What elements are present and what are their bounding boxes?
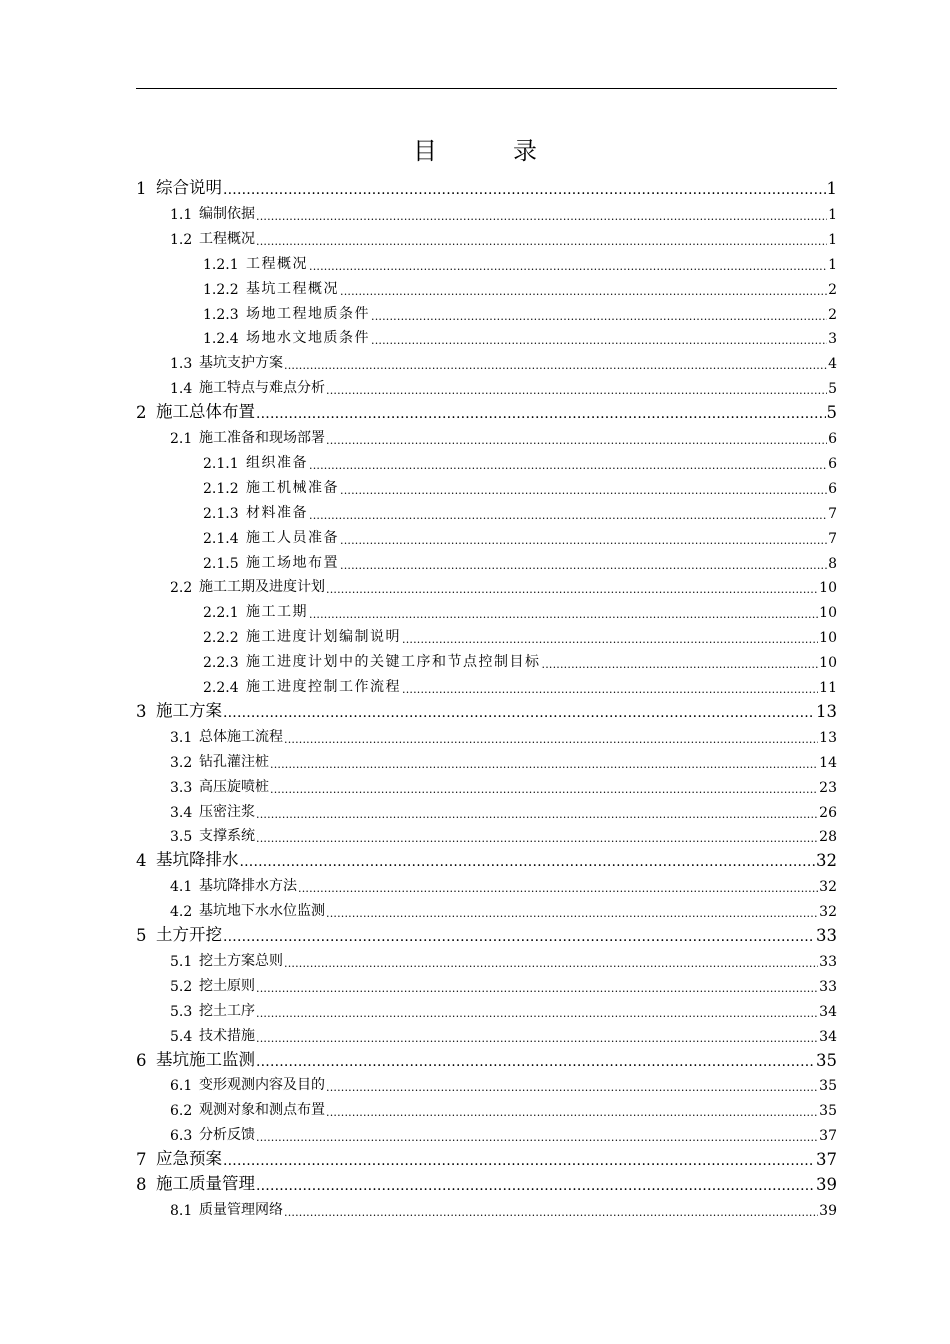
toc-entry-page: 2: [828, 306, 837, 323]
toc-entry[interactable]: [136, 697, 837, 721]
toc-leader-dots: [256, 1007, 818, 1020]
toc-leader-dots: [326, 583, 818, 596]
toc-entry-text: 高压旋喷桩: [199, 778, 269, 795]
toc-entry-text: 基坑工程概况: [246, 280, 339, 297]
toc-entry-page: 11: [819, 680, 837, 696]
toc-entry-page: 1: [828, 256, 837, 273]
toc-leader-dots: [309, 608, 818, 621]
toc-entry[interactable]: [203, 548, 837, 572]
toc-entry-page: 14: [819, 754, 837, 771]
toc-entry[interactable]: [170, 224, 837, 248]
toc-entry-number: 1: [136, 179, 147, 198]
toc-entry-text: 编制依据: [199, 205, 255, 222]
toc-entry[interactable]: [136, 1170, 837, 1194]
toc-entry-page: 6: [828, 431, 837, 447]
toc-entry-page: 34: [819, 1003, 837, 1020]
toc-entry-number: 7: [136, 1150, 147, 1170]
toc-entry[interactable]: [170, 1095, 837, 1119]
toc-entry-number: 2.1.3: [203, 505, 239, 522]
toc-entry-text: 土方开挖: [156, 925, 222, 944]
toc-entry-number: 5.3: [170, 1003, 193, 1020]
toc-entry-page: 10: [819, 605, 837, 622]
toc-entry-text: 变形观测内容及目的: [199, 1077, 325, 1094]
toc-entry[interactable]: [203, 323, 837, 347]
toc-entry[interactable]: [170, 572, 837, 596]
toc-entry-text: 施工准备和现场部署: [199, 430, 325, 446]
toc-entry-text: 挖土工序: [199, 1002, 255, 1019]
toc-entry-page: 1: [828, 206, 837, 223]
toc-entry[interactable]: [203, 597, 837, 621]
toc-title: 目 录: [413, 137, 563, 165]
toc-entry-text: 挖土方案总则: [199, 952, 283, 969]
toc-entry-number: 1.1: [170, 206, 193, 223]
toc-entry-text: 施工人员准备: [246, 529, 339, 546]
toc-entry-text: 压密注浆: [199, 803, 255, 820]
toc-entry[interactable]: [170, 821, 837, 845]
toc-entry-number: 5: [136, 926, 147, 945]
toc-entry-number: 8.1: [170, 1202, 193, 1219]
toc-entry-page: 7: [828, 505, 837, 522]
toc-entry-text: 观测对象和测点布置: [199, 1102, 325, 1119]
toc-entry-number: 2.1.2: [203, 480, 239, 497]
toc-entry-page: 35: [819, 1103, 837, 1120]
toc-leader-dots: [402, 633, 818, 646]
toc-entry-number: 3: [136, 701, 147, 721]
toc-entry-number: 1.3: [170, 356, 193, 373]
toc-entry[interactable]: [203, 622, 837, 646]
toc-entry-text: 综合说明: [156, 178, 222, 197]
toc-entry-text: 技术措施: [199, 1027, 255, 1044]
toc-entry[interactable]: [203, 647, 837, 671]
toc-entry-number: 5.2: [170, 978, 193, 995]
toc-entry[interactable]: [170, 1120, 837, 1144]
toc-leader-dots: [270, 758, 818, 771]
toc-entry-text: 基坑降排水方法: [199, 878, 297, 895]
toc-entry-text: 场地工程地质条件: [246, 305, 370, 322]
toc-entry-number: 1.4: [170, 381, 193, 398]
toc-entry[interactable]: [170, 996, 837, 1020]
toc-leader-dots: [256, 832, 818, 845]
toc-entry[interactable]: [170, 348, 837, 372]
toc-entry-page: 26: [819, 804, 837, 821]
toc-entry-text: 材料准备: [246, 504, 308, 521]
toc-entry-number: 5.4: [170, 1028, 193, 1045]
toc-entry-text: 基坑地下水水位监测: [199, 903, 325, 920]
toc-entry-number: 1.2: [170, 231, 193, 248]
toc-entry-number: 2.1.5: [203, 555, 239, 572]
toc-entry-number: 6.1: [170, 1078, 193, 1095]
toc-leader-dots: [223, 1153, 815, 1169]
toc-entry[interactable]: [170, 871, 837, 895]
toc-entry-page: 33: [819, 978, 837, 995]
toc-leader-dots: [284, 1206, 818, 1219]
toc-entry[interactable]: [203, 523, 837, 547]
toc-entry-number: 1.2.3: [203, 306, 239, 323]
header-rule: [136, 88, 837, 89]
toc-leader-dots: [256, 1178, 815, 1194]
toc-entry[interactable]: [170, 1195, 837, 1219]
toc-entry-page: 32: [819, 879, 837, 896]
toc-entry-page: 23: [819, 779, 837, 796]
toc-entry[interactable]: [136, 398, 837, 422]
toc-entry-text: 支撑系统: [199, 828, 255, 845]
toc-entry-number: 4.1: [170, 879, 193, 896]
toc-entry-page: 6: [828, 455, 837, 472]
toc-entry-page: 34: [819, 1028, 837, 1045]
toc-entry-number: 2.2.4: [203, 680, 239, 696]
toc-entry[interactable]: [170, 423, 837, 447]
toc-entry-number: 5.1: [170, 953, 193, 970]
toc-leader-dots: [223, 705, 815, 721]
toc-leader-dots: [256, 982, 818, 995]
toc-leader-dots: [223, 182, 826, 198]
toc-entry-text: 施工质量管理: [156, 1174, 255, 1193]
toc-entry-number: 6.3: [170, 1128, 193, 1145]
toc-entry[interactable]: [203, 672, 837, 696]
toc-entry-number: 3.1: [170, 729, 193, 746]
toc-leader-dots: [284, 733, 818, 746]
toc-entry[interactable]: [170, 896, 837, 920]
toc-leader-dots: [371, 334, 827, 347]
toc-entry-text: 场地水文地质条件: [246, 330, 370, 347]
toc-entry[interactable]: [203, 274, 837, 298]
toc-entry-number: 8: [136, 1175, 147, 1194]
toc-leader-dots: [340, 534, 827, 547]
toc-leader-dots: [284, 957, 818, 970]
toc-entry-text: 工程概况: [246, 255, 308, 272]
toc-entry-page: 10: [819, 655, 837, 672]
toc-entry-text: 施工机械准备: [246, 479, 339, 496]
toc-entry-page: 33: [816, 926, 837, 945]
toc-entry-page: 13: [819, 729, 837, 746]
toc-entry-number: 6.2: [170, 1103, 193, 1120]
toc-entry[interactable]: [203, 299, 837, 323]
toc-entry-page: 35: [819, 1078, 837, 1095]
toc-entry-number: 3.4: [170, 804, 193, 821]
toc-entry-page: 1: [828, 231, 837, 248]
toc-leader-dots: [326, 434, 827, 447]
toc-entry-text: 基坑支护方案: [199, 355, 283, 372]
toc-leader-dots: [402, 683, 818, 696]
toc-entry-number: 4.2: [170, 904, 193, 921]
toc-entry-text: 基坑施工监测: [156, 1049, 255, 1069]
toc-entry-text: 施工进度控制工作流程: [246, 679, 401, 695]
toc-leader-dots: [256, 1131, 818, 1144]
toc-entry-text: 施工进度计划中的关键工序和节点控制目标: [246, 654, 541, 671]
toc-leader-dots: [340, 559, 827, 572]
toc-entry-text: 总体施工流程: [199, 728, 283, 745]
toc-leader-dots: [298, 882, 818, 895]
toc-entry-number: 2.2: [170, 580, 193, 597]
toc-entry-text: 质量管理网络: [199, 1201, 283, 1218]
toc-entry[interactable]: [170, 971, 837, 995]
toc-entry-text: 钻孔灌注桩: [199, 753, 269, 770]
toc-entry-page: 39: [816, 1175, 837, 1194]
toc-entry[interactable]: [170, 946, 837, 970]
toc-entry-page: 13: [816, 701, 837, 721]
toc-entry-text: 施工方案: [156, 700, 222, 720]
toc-entry-text: 施工工期及进度计划: [199, 579, 325, 596]
toc-entry[interactable]: [170, 797, 837, 821]
toc-entry-page: 1: [826, 179, 837, 198]
toc-entry-page: 8: [828, 555, 837, 572]
toc-entry-number: 2.1.4: [203, 530, 239, 547]
toc-entry-page: 2: [828, 281, 837, 298]
toc-entry-text: 施工进度计划编制说明: [246, 629, 401, 646]
toc-entry[interactable]: [170, 772, 837, 796]
toc-leader-dots: [256, 1032, 818, 1045]
toc-leader-dots: [326, 907, 818, 920]
toc-entry-page: 10: [819, 580, 837, 597]
toc-entry-text: 施工工期: [246, 604, 308, 621]
toc-leader-dots: [270, 783, 818, 796]
toc-entry[interactable]: [203, 473, 837, 497]
toc-entry-text: 组织准备: [246, 454, 308, 471]
toc-leader-dots: [284, 359, 827, 372]
toc-entry-page: 4: [828, 356, 837, 373]
toc-entry-page: 37: [816, 1150, 837, 1170]
toc-leader-dots: [309, 459, 827, 472]
toc-entry-text: 基坑降排水: [156, 850, 239, 870]
toc-entry-page: 35: [816, 1050, 837, 1070]
toc-entry[interactable]: [136, 174, 837, 198]
toc-entry-number: 4: [136, 851, 147, 871]
toc-entry[interactable]: [136, 846, 837, 870]
toc-entry-number: 6: [136, 1050, 147, 1070]
toc-entry-number: 1.2.4: [203, 331, 239, 348]
toc-entry-page: 33: [819, 953, 837, 970]
toc-entry-page: 32: [816, 851, 837, 871]
toc-entry-page: 32: [819, 904, 837, 921]
toc-entry[interactable]: [170, 373, 837, 397]
toc-leader-dots: [542, 658, 819, 671]
toc-entry-page: 3: [828, 331, 837, 348]
toc-entry[interactable]: [136, 1046, 837, 1070]
toc-entry-number: 3.5: [170, 829, 193, 846]
toc-leader-dots: [256, 808, 818, 821]
toc-entry[interactable]: [203, 448, 837, 472]
toc-entry[interactable]: [136, 1145, 837, 1169]
toc-entry-text: 施工特点与难点分析: [199, 380, 325, 397]
toc-entry-page: 37: [819, 1128, 837, 1145]
toc-leader-dots: [223, 929, 815, 945]
toc-entry[interactable]: [203, 498, 837, 522]
toc-entry[interactable]: [170, 199, 837, 223]
toc-leader-dots: [240, 854, 816, 870]
toc-leader-dots: [340, 285, 827, 298]
toc-entry[interactable]: [170, 1070, 837, 1094]
toc-entry-page: 5: [828, 381, 837, 398]
toc-entry-page: 5: [826, 403, 837, 423]
toc-entry[interactable]: [170, 722, 837, 746]
toc-entry-page: 39: [819, 1202, 837, 1219]
toc-entry[interactable]: [136, 921, 837, 945]
toc-leader-dots: [326, 1081, 818, 1094]
toc-entry-number: 2.1.1: [203, 455, 239, 472]
toc-leader-dots: [256, 210, 827, 223]
toc-entry-text: 应急预案: [156, 1149, 222, 1169]
toc-leader-dots: [326, 384, 827, 397]
toc-leader-dots: [340, 484, 827, 497]
toc-entry-number: 2.2.1: [203, 605, 239, 622]
toc-entry-number: 2: [136, 403, 147, 423]
toc-entry-page: 6: [828, 480, 837, 497]
toc-entry-number: 2.1: [170, 431, 193, 447]
toc-entry-text: 施工总体布置: [156, 402, 255, 422]
toc-entry-number: 2.2.3: [203, 655, 239, 672]
toc-leader-dots: [309, 260, 827, 273]
toc-leader-dots: [256, 1054, 815, 1070]
toc-leader-dots: [309, 509, 827, 522]
toc-entry-text: 挖土原则: [199, 977, 255, 994]
toc-leader-dots: [326, 1106, 818, 1119]
toc-entry[interactable]: [203, 249, 837, 273]
toc-entry-text: 工程概况: [199, 230, 255, 247]
toc-entry-number: 1.2.2: [203, 281, 239, 298]
toc-entry-page: 7: [828, 530, 837, 547]
toc-entry-number: 1.2.1: [203, 256, 239, 273]
toc-entry-page: 28: [819, 829, 837, 846]
toc-leader-dots: [371, 310, 827, 323]
toc-entry-number: 2.2.2: [203, 630, 239, 647]
toc-leader-dots: [256, 235, 827, 248]
toc-entry-number: 3.3: [170, 779, 193, 796]
toc-entry-text: 施工场地布置: [246, 554, 339, 571]
toc-entry-page: 10: [819, 630, 837, 647]
toc-entry-number: 3.2: [170, 754, 193, 771]
toc-entry-text: 分析反馈: [199, 1127, 255, 1144]
toc-entry[interactable]: [170, 1021, 837, 1045]
toc-entry[interactable]: [170, 747, 837, 771]
toc-leader-dots: [256, 406, 826, 422]
